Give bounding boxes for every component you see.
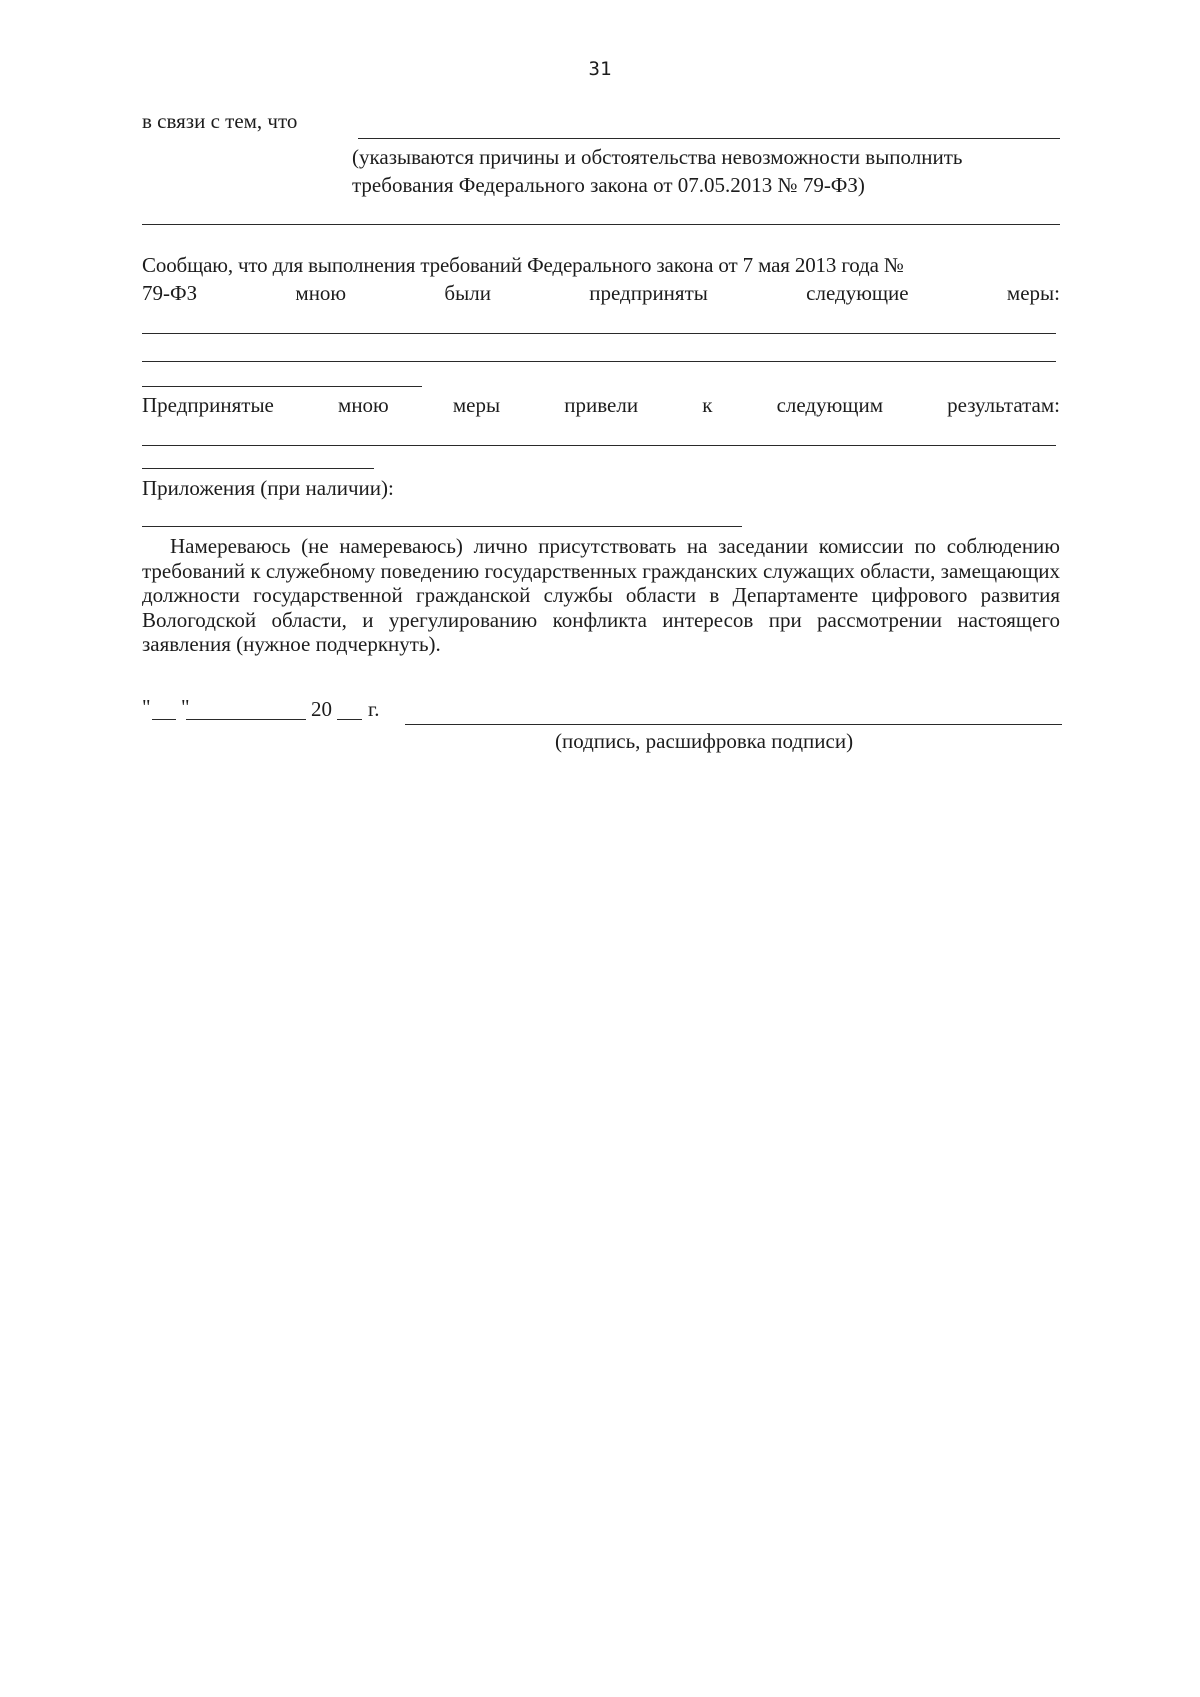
measures-word: предприняты [589,281,708,305]
measures-word: следующие [806,281,909,305]
page-number: 31 [588,58,612,80]
measures-word: были [444,281,491,305]
results-word: Предпринятые [142,393,274,417]
measures-word: меры: [1006,281,1060,305]
date-quote-close: " [181,695,190,719]
date-quote-open: " [142,695,151,719]
date-year-prefix: 20 [311,697,332,721]
measures-blank-line-1 [142,333,1056,334]
intent-paragraph: Намереваюсь (не намереваюсь) лично присутствовать на заседании комиссии по соблюдению требований к служебному поведению государственных гражданских служащих области, замещающих должности государственной гражданской службы области в Департаменте цифрового развития Вологодской области, и урегулированию конфликта интересов при рассмотрении настоящего заявления (нужное подчеркнуть). [142,534,1060,656]
reason-continuation-line [142,224,1060,225]
date-year-suffix: г. [368,697,380,721]
signature-caption: (подпись, расшифровка подписи) [555,729,854,753]
date-year-blank [337,719,362,720]
results-line [142,392,1060,418]
results-word: следующим [776,393,883,417]
measures-blank-line-3 [142,386,422,387]
results-word: к [702,393,713,417]
attachments-blank-line [142,526,742,527]
date-month-blank [186,719,306,720]
reason-hint-line-1: (указываются причины и обстоятельства невозможности выполнить [352,145,963,169]
reason-label: в связи с тем, что [142,109,298,133]
results-word: мною [338,393,389,417]
date-day-blank [152,719,176,720]
results-blank-line-2 [142,468,374,469]
reason-hint-line-2: требования Федерального закона от 07.05.2013 № 79-ФЗ) [352,173,865,197]
measures-line-2 [142,280,1060,306]
measures-word: 79-ФЗ [142,281,198,305]
attachments-label: Приложения (при наличии): [142,476,394,500]
signature-blank-line [405,724,1062,725]
measures-blank-line-2 [142,361,1056,362]
measures-line-1: Сообщаю, что для выполнения требований Федерального закона от 7 мая 2013 года № [142,253,904,277]
results-blank-line-1 [142,445,1056,446]
reason-blank-line [358,138,1060,139]
results-word: привели [564,393,639,417]
results-word: меры [452,393,501,417]
measures-word: мною [295,281,347,305]
results-word: результатам: [947,393,1060,417]
